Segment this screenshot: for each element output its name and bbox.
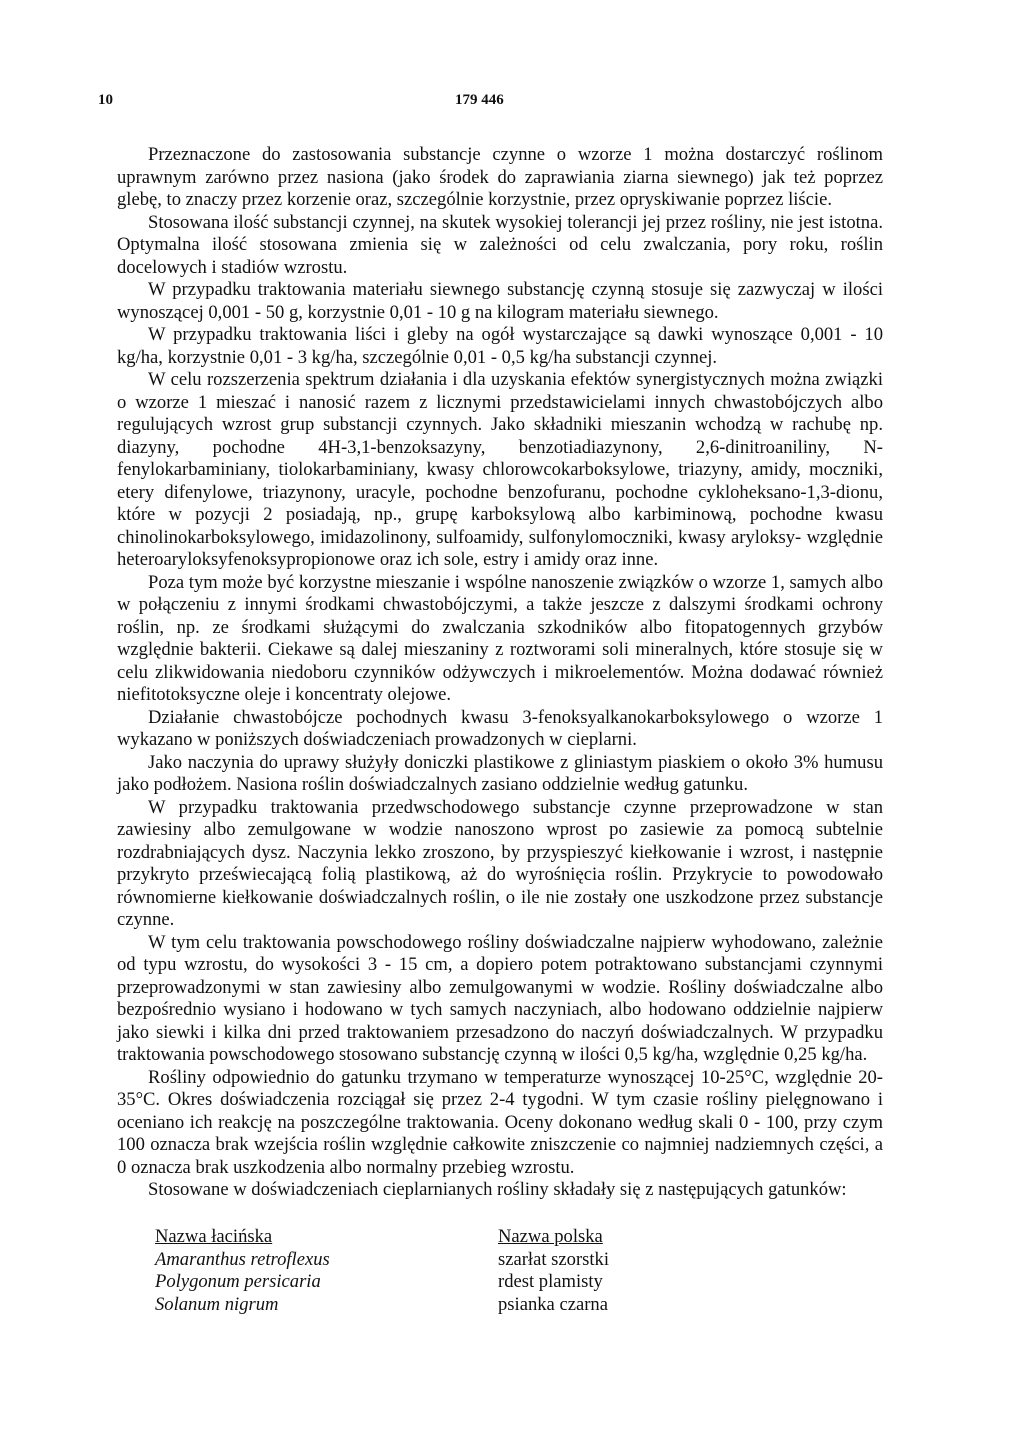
paragraph: Stosowane w doświadczeniach cieplarnianych rośliny składały się z następujących gatunków: [148, 1179, 847, 1200]
paragraph: W przypadku traktowania przedwschodowego substancje czynne przeprowadzone w stan zawiesiny albo zemulgowane w wodzie nanoszono wprost po zasiewie za pomocą subtelnie rozdrabniających dysz. Naczynia lekko zroszono, by przyspieszyć kiełkowanie i wzrost, i następnie przykryto przeświecającą folią plastikową, aż do wyrośnięcia roślin. Przykrycie to powodowało równomierne kiełkowanie doświadczalnych roślin, o ile nie zostały one uszkodzone przez substancje czynne. [117, 796, 883, 930]
document-number: 179 446 [455, 92, 504, 108]
paragraph: Jako naczynia do uprawy służyły doniczki plastikowe z gliniastym piaskiem o około 3% humusu jako podłożem. Nasiona roślin doświadczalnych zasiano oddzielnie według gatunku. [117, 751, 883, 795]
polish-name-cell: rdest plamisty [498, 1271, 603, 1293]
species-table [155, 1226, 698, 1316]
paragraph: Przeznaczone do zastosowania substancje czynne o wzorze 1 można dostarczyć roślinom uprawnym zarówno przez nasiona (jako środek do zaprawiania ziarna siewnego) jak też poprzez glebę, to znaczy przez korzenie oraz, szczególnie korzystnie, przez opryskiwanie poprzez liście. [117, 144, 883, 210]
header-latin-name: Nazwa łacińska [155, 1226, 273, 1247]
polish-name-cell: szarłat szorstki [498, 1248, 610, 1270]
table-row [155, 1294, 698, 1317]
polish-name-cell: psianka czarna [498, 1293, 608, 1315]
header-polish-name: Nazwa polska [498, 1226, 603, 1247]
paragraph: Stosowana ilość substancji czynnej, na skutek wysokiej tolerancji jej przez rośliny, nie jest istotna. Optymalna ilość stosowana zmienia się w zależności od celu zwalczania, pory roku, roślin docelowych i stadiów wzrostu. [117, 211, 883, 278]
latin-name-cell: Polygonum persicaria [155, 1271, 321, 1293]
page-header [98, 92, 888, 114]
latin-name-cell: Amaranthus retroflexus [155, 1248, 330, 1270]
species-table-header-row [155, 1226, 698, 1249]
paragraph: W przypadku traktowania liści i gleby na ogół wystarczające są dawki wynoszące 0,001 - 10 kg/ha, korzystnie 0,01 - 3 kg/ha, szczególnie 0,01 - 0,5 kg/ha substancji czynnej. [117, 324, 883, 368]
table-row [155, 1249, 698, 1272]
paragraph: Działanie chwastobójcze pochodnych kwasu 3-fenoksyalkanokarboksylowego o wzorze 1 wykazano w poniższych doświadczeniach prowadzonych w cieplarni. [117, 706, 883, 750]
body-text [117, 144, 883, 1202]
latin-name-cell: Solanum nigrum [155, 1293, 279, 1315]
table-row [155, 1271, 698, 1294]
paragraph: W celu rozszerzenia spektrum działania i dla uzyskania efektów synergistycznych można związki o wzorze 1 mieszać i nanosić razem z licznymi przedstawicielami innych chwastobójczych albo regulujących wzrost grup substancji czynnych. Jako składniki mieszanin wchodzą w rachubę np. diazyny, pochodne 4H-3,1-benzoksazyny, benzotiadiazynony, 2,6-dinitroaniliny, N-fenylokarbaminiany, tiolokarbaminiany, kwasy chlorowcokarboksylowe, triazyny, amidy, moczniki, etery difenylowe, triazynony, uracyle, pochodne benzofuranu, pochodne cykloheksano-1,3-dionu, które w pozycji 2 posiadają, np., grupę karboksylową albo karbiminową, pochodne kwasu chinolinokarboksylowego, imidazolinony, sulfoamidy, sulfonylomoczniki, kwasy aryloksy- względnie heteroaryloksyfenoksypropionowe oraz ich sole, estry i amidy oraz inne. [117, 369, 883, 570]
paragraph: Poza tym może być korzystne mieszanie i wspólne nanoszenie związków o wzorze 1, samych albo w połączeniu z innymi środkami chwastobójczymi, a także jeszcze z dalszymi środkami ochrony roślin, np. ze środkami służącymi do zwalczania szkodników albo fitopatogennych grzybów względnie bakterii. Ciekawe są dalej mieszaniny z roztworami soli mineralnych, które stosuje się w celu zlikwidowania niedoboru czynników odżywczych i mikroelementów. Można dodawać również niefitotoksyczne oleje i koncentraty olejowe. [117, 571, 883, 705]
paragraph: W tym celu traktowania powschodowego rośliny doświadczalne najpierw wyhodowano, zależnie od typu wzrostu, do wysokości 3 - 15 cm, a dopiero potem potraktowano substancjami czynnymi przeprowadzonymi w stan zawiesiny albo zemulgowanymi w wodzie. Rośliny doświadczalne albo bezpośrednio wysiano i hodowano w tych samych naczyniach, albo hodowano oddzielnie najpierw jako siewki i kilka dni przed traktowaniem przesadzono do naczyń doświadczalnych. W przypadku traktowania powschodowego stosowano substancję czynną w ilości 0,5 kg/ha, względnie 0,25 kg/ha. [117, 931, 883, 1065]
paragraph: Rośliny odpowiednio do gatunku trzymano w temperaturze wynoszącej 10-25°C, względnie 20-35°C. Okres doświadczenia rozciągał się przez 2-4 tygodni. W tym czasie rośliny pielęgnowano i oceniano ich reakcję na poszczególne traktowania. Oceny dokonano według skali 0 - 100, przy czym 100 oznacza brak wzejścia roślin względnie całkowite zniszczenie co najmniej nadziemnych części, a 0 oznacza brak uszkodzenia albo normalny przebieg wzrostu. [117, 1066, 883, 1178]
page-number: 10 [98, 92, 113, 108]
paragraph: W przypadku traktowania materiału siewnego substancję czynną stosuje się zazwyczaj w ilości wynoszącej 0,001 - 50 g, korzystnie 0,01 - 10 g na kilogram materiału siewnego. [117, 279, 883, 323]
